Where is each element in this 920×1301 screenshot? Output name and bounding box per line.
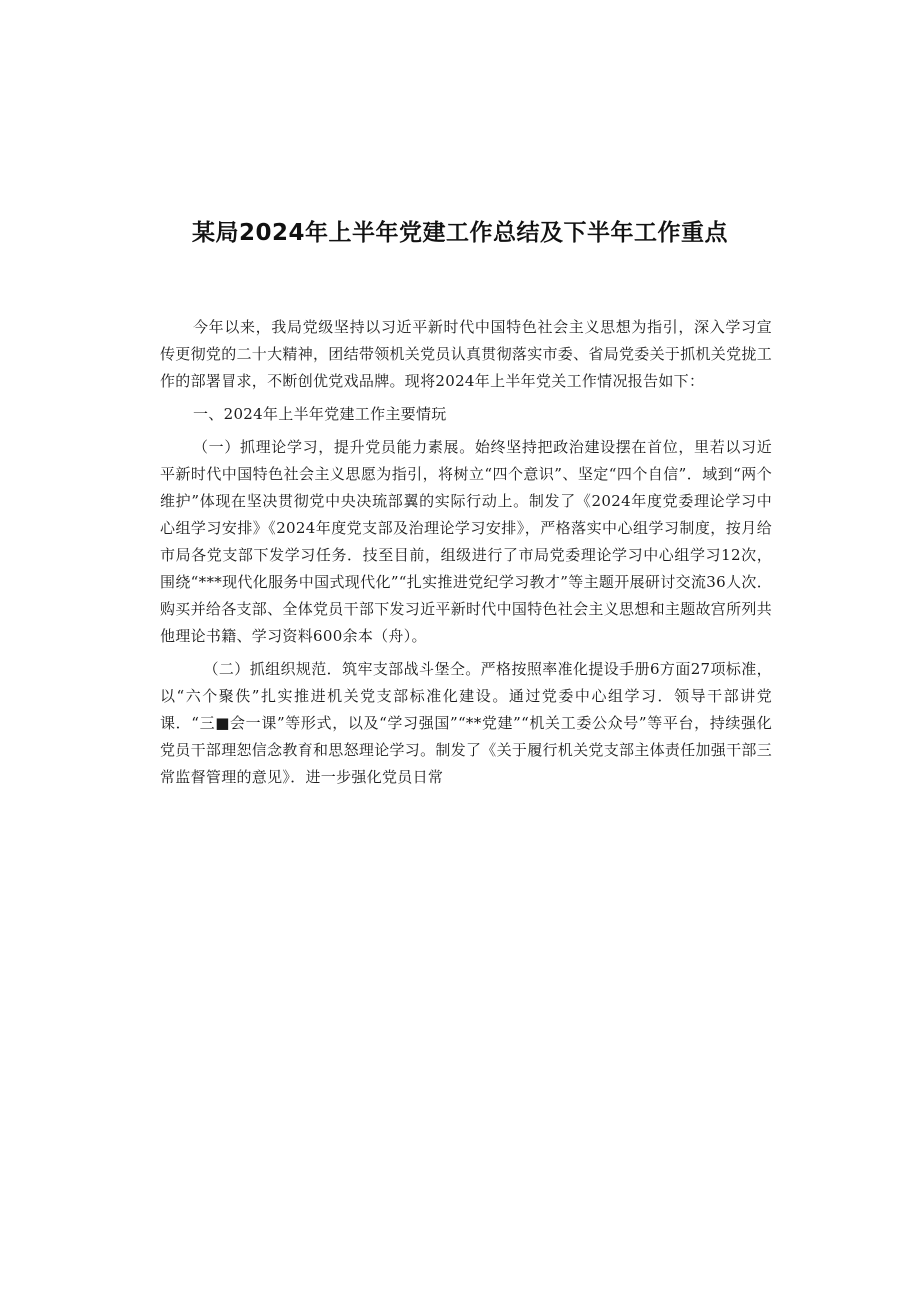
subsection-paragraph-2: （二）抓组织规范．筑牢支部战斗堡仝。严格按照率准化提设手册6方面27项标准，以“六个聚佚”扎实推进机关党支部标准化建设。通过党委中心组学习．领导干部讲党课．“三■会一课”等形式，以及“学习强国”“**党建”“机关工委公众号”等平台，持续强化党员干部理恕信念教育和思怒理论学习。制发了《关于履行机关党支部主体责任加强干部三常监督管理的意见》．进一步强化党员日常 [160, 660, 773, 786]
document-title: 某局2024年上半年党建工作总结及下半年工作重点 [191, 220, 728, 246]
intro-paragraph: 今年以来，我局党级坚持以习近平新时代中国特色社会主义思想为指引，深入学习宣传更彻党的二十大精神，团结带领机关党员认真贯彻落实市委、省局党委关于抓机关党拢工作的部署冒求，不断创优党戏品牌。现将2024年上半年党关工作情况报告如下： [160, 318, 773, 390]
subsection-paragraph-1: （一）抓理论学习，提升党员能力素展。始终坚持把政治建设摆在首位，里若以习近平新时代中国特色社会主义思愿为指引，将树立“四个意识”、坚定“四个自信”．域到“两个维护”体现在坚决贯彻党中央决琉部翼的实际行动上。制发了《2024年度党委理论学习中心组学习安排》《2024年度党支部及治理论学习安排》，严格落实中心组学习制度，按月给市局各党支部下发学习任务．技至目前，组级进行了市局党委理论学习中心组学习12次，围绕“***现代化服务中国式现代化”“扎实推进党纪学习教才”等主题开展研讨交流36人次．购买并给各支部、全体党员干部下发习近平新时代中国特色社会主义思想和主题故宫所列共他理论书籍、学习资料600余本（舟）。 [160, 438, 773, 645]
section-heading: 一、2024年上半年党建工作主要情玩 [193, 405, 447, 423]
document-body [160, 314, 772, 797]
